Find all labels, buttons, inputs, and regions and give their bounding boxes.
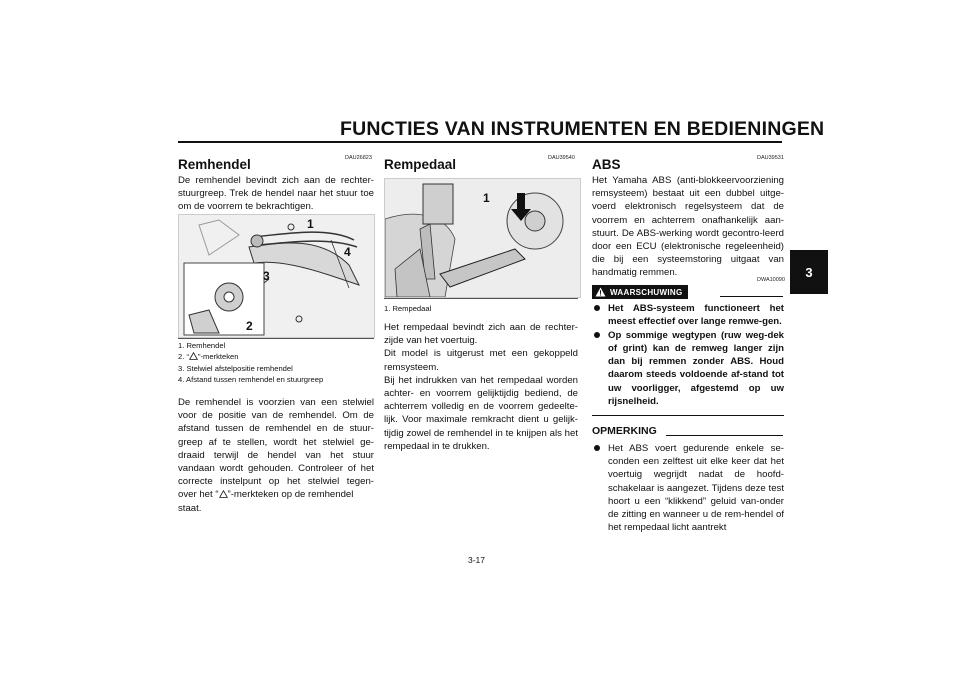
- section-heading-abs: ABS: [592, 157, 621, 172]
- brake-lever-illustration: [179, 215, 374, 337]
- caption-separator: [384, 298, 578, 299]
- page-header-title: FUNCTIES VAN INSTRUMENTEN EN BEDIENINGEN: [340, 118, 825, 140]
- page-number: 3-17: [468, 555, 486, 565]
- warning-item: Op sommige wegtypen (ruw weg-dek of grint) kan de remweg langer zijn dan bij remmen zonder ABS. Houd daarom steeds voldoende af-stand tot uw voorligger, afgestemd op uw rijsnelheid.: [592, 329, 784, 409]
- warning-item: Het ABS-systeem functioneert het meest effectief over lange remwe-gen.: [592, 302, 784, 329]
- figure-captions: [178, 340, 323, 385]
- chapter-tab: 3: [790, 250, 828, 294]
- remhendel-body: [178, 396, 374, 515]
- remhendel-intro: De remhendel bevindt zich aan de rechter-stuurgreep. Trek de hendel naar het stuur toe om de voorrem te bekrachtigen.: [178, 175, 374, 213]
- body-line: voor de positie van de remhendel. Om de: [178, 410, 374, 422]
- abs-intro: Het Yamaha ABS (anti-blokkeervoorziening remsysteem) bestaat uit een dubbel uitge-voerd elektronisch regelsysteem dat de voorrem en achterrem onafhankelijk aan-stuurt. De ABS-werking wordt gecontro-leerd door een ECU (elektronische regeleenheid) die bij een systeemstoring uitgaat van handmatig remmen.: [592, 175, 784, 279]
- body-line: De remhendel is voorzien van een stelwiel: [178, 397, 374, 408]
- caption-2: [178, 351, 323, 362]
- caption-2-prefix: 2. “: [178, 352, 189, 362]
- section-code: DAU26823: [345, 155, 372, 161]
- section-heading-rempedaal: Rempedaal: [384, 157, 457, 172]
- warning-icon: [595, 287, 606, 297]
- brake-pedal-figure: [384, 178, 581, 298]
- section-heading-remhendel: Remhendel: [178, 157, 251, 172]
- body-line: staat.: [178, 502, 202, 514]
- body-line-prefix: over het “: [178, 489, 219, 501]
- warning-label: [592, 285, 688, 299]
- section-code: DAU39531: [757, 155, 784, 161]
- body-line-suffix: ”-merkteken op de remhendel: [227, 489, 354, 501]
- body-line-with-mark: [178, 488, 374, 501]
- figure-caption: 1. Rempedaal: [384, 304, 432, 313]
- rempedaal-body: Het rempedaal bevindt zich aan de rechter-zijde van het voertuig. Dit model is uitgerust met een gekoppeld remsysteem. Bij het indrukken van het rempedaal worden achter- en voorrem gelijktijdig bediend, de achterrem volledig en de voorrem gedeelte-lijk. Voor maximale remkracht dient u gelijk-tijdig zowel de remhendel in te knijpen als het rempedaal in te drukken.: [384, 322, 578, 452]
- triangle-mark-icon: [189, 352, 198, 360]
- warning-list: [592, 302, 784, 408]
- warning-label-text: WAARSCHUWING: [610, 287, 683, 297]
- warning-code: DWA10090: [757, 277, 785, 283]
- figure-callout-1: 1: [483, 191, 490, 205]
- section-code: DAU39540: [548, 155, 575, 161]
- body-line: vandaan wordt gehouden. Controleer of het: [178, 463, 374, 475]
- body-line: correcte instelpunt op het stelwiel tegen-: [178, 476, 374, 488]
- caption-2-suffix: ”-merkteken: [197, 352, 239, 362]
- note-item: Het ABS voert gedurende enkele se-conden een zelftest uit elke keer dat het voertuig wegrijdt nadat de hoofd-schakelaar is aangezet. Tijdens deze test hoort u een “klikkend” geluid van-onder de zitting en wanneer u de rem-hendel of het rempedaal licht aantrekt: [592, 442, 784, 534]
- warning-rule: [720, 296, 783, 297]
- warning-end-rule: [592, 415, 784, 416]
- caption-1: 1. Remhendel: [178, 341, 226, 350]
- triangle-mark-icon: [219, 490, 228, 498]
- body-line: draaid terwijl de hendel van het stuur: [178, 449, 374, 461]
- caption-4: 4. Afstand tussen remhendel en stuurgreep: [178, 374, 324, 384]
- note-rule: [666, 435, 783, 436]
- figure-callout-4: 4: [344, 245, 351, 259]
- figure-callout-1: 1: [307, 217, 314, 231]
- brake-lever-figure: [178, 214, 375, 338]
- note-list: [592, 442, 784, 534]
- body-line: greep af te stellen, wordt het stelwiel ge-: [178, 436, 374, 448]
- caption-separator: [178, 338, 374, 339]
- figure-callout-3: 3: [263, 269, 270, 283]
- figure-callout-2: 2: [246, 319, 253, 333]
- body-line: afstand tussen de remhendel en de stuur-: [178, 423, 374, 435]
- note-heading: OPMERKING: [592, 425, 657, 437]
- warning-box: [592, 285, 688, 299]
- header-rule: [178, 141, 782, 143]
- caption-3: 3. Stelwiel afstelpositie remhendel: [178, 363, 293, 373]
